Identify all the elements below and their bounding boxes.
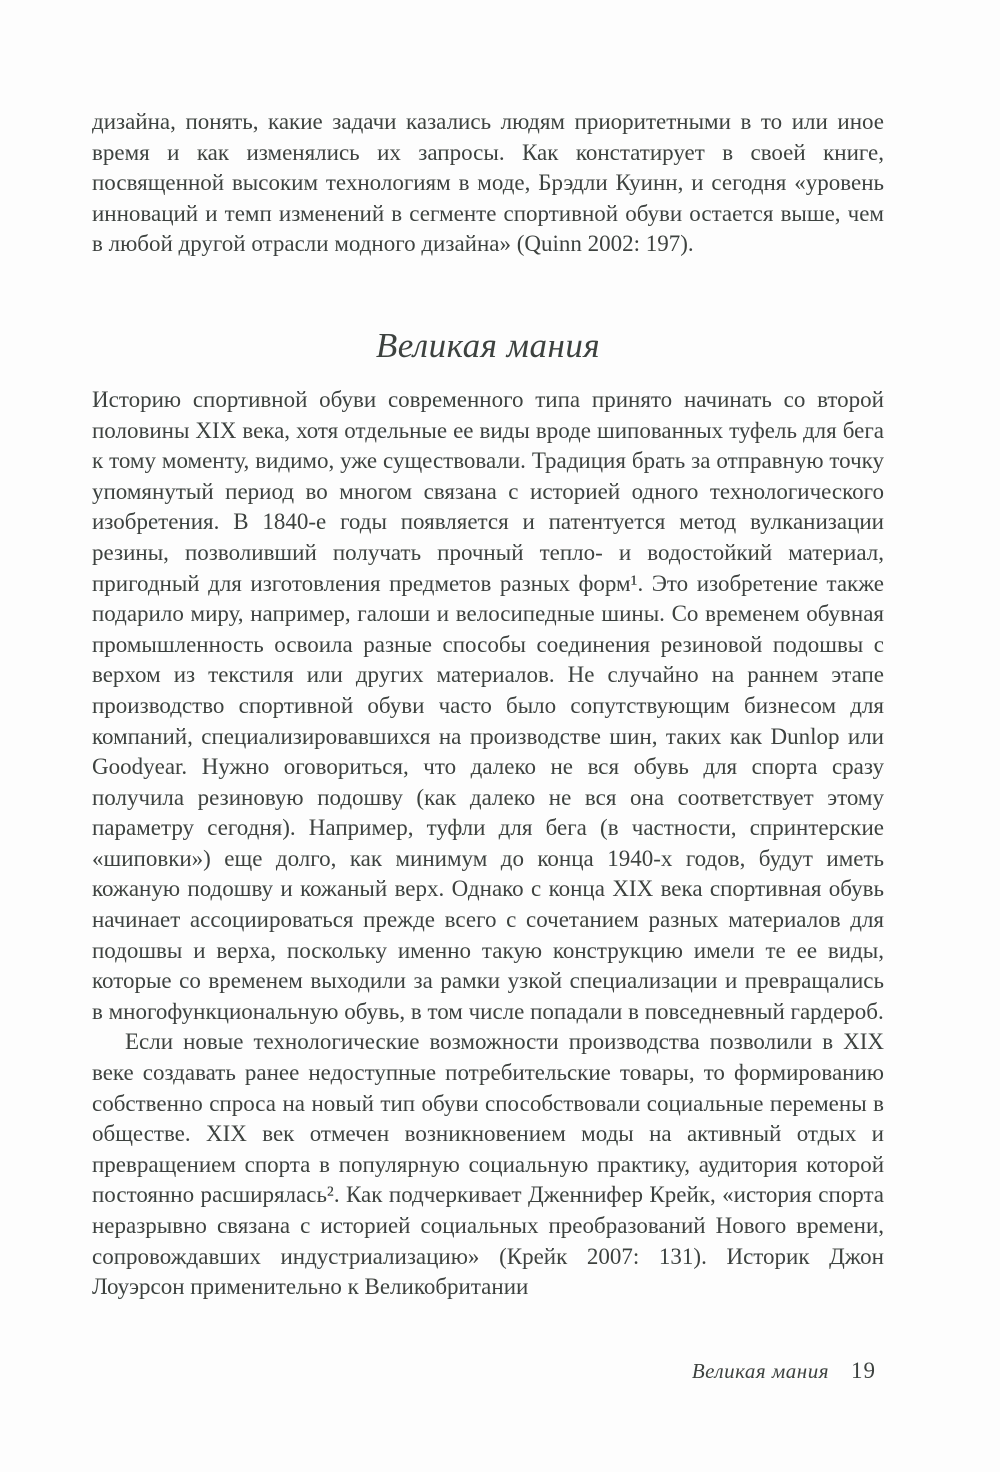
paragraph: Историю спортивной обуви современного типа принято начинать со второй половины XIX века, хотя отдельные ее виды вроде шипованных туфель для бега к тому моменту, видимо, уже существовали. Традиция брать за отправную точку упомянутый период во многом связана с историей одного технологического изобретения. В 1840-е годы появляется и патентуется метод вулканизации резины, позволивший получать прочный тепло- и водостойкий материал, пригодный для изготовления предметов разных форм¹. Это изобретение также подарило миру, например, галоши и велосипедные шины. Со временем обувная промышленность освоила разные способы соединения резиновой подошвы с верхом из текстиля или других материалов. Не случайно на раннем этапе производство спортивной обуви часто было сопутствующим бизнесом для компаний, специализировавшихся на производстве шин, таких как Dunlop или Goodyear. Нужно оговориться, что далеко не вся обувь для спорта сразу получила резиновую подошву (как далеко не вся она соответствует этому параметру сегодня). Например, туфли для бега (в частности, спринтерские «шиповки») еще долго, как минимум до конца 1940-х годов, будут иметь кожаную подошву и кожаный верх. Однако с конца XIX века спортивная обувь начинает ассоциироваться прежде всего с сочетанием разных материалов для подошвы и верха, поскольку именно такую конструкцию имели те ее виды, которые со временем выходили за рамки узкой специализации и превращались в многофункциональную обувь, в том числе попадали в повседневный гардероб. [92, 386, 884, 1024]
footer-page-number: 19 [851, 1358, 876, 1383]
paragraph-continuation: дизайна, понять, какие задачи казались людям приоритетными в то или иное время и как изменялись их запросы. Как констатирует в своей книге, посвященной высоким технологиям в моде, Брэдли Куинн, и сегодня «уровень инноваций и темп изменений в сегменте спортивной обуви остается выше, чем в любой другой отрасли модного дизайна» (Quinn 2002: 197). [92, 109, 884, 257]
section-heading: Великая мания [375, 325, 601, 365]
page-footer [92, 1358, 876, 1384]
paragraph: Если новые технологические возможности производства позволили в XIX веке создавать ранее недоступные потребительские товары, то формированию собственно спроса на новый тип обуви способствовали социальные перемены в обществе. XIX век отмечен возникновением моды на активный отдых и превращением спорта в популярную социальную практику, аудитория которой постоянно расширялась². Как подчеркивает Дженнифер Крейк, «история спорта неразрывно связана с историей социальных преобразований Нового времени, сопровождавших индустриализацию» (Крейк 2007: 131). Историк Джон Лоуэрсон применительно к Великобритании [92, 1029, 884, 1300]
text-block [92, 107, 884, 1303]
footer-running-title: Великая мания [691, 1359, 829, 1383]
